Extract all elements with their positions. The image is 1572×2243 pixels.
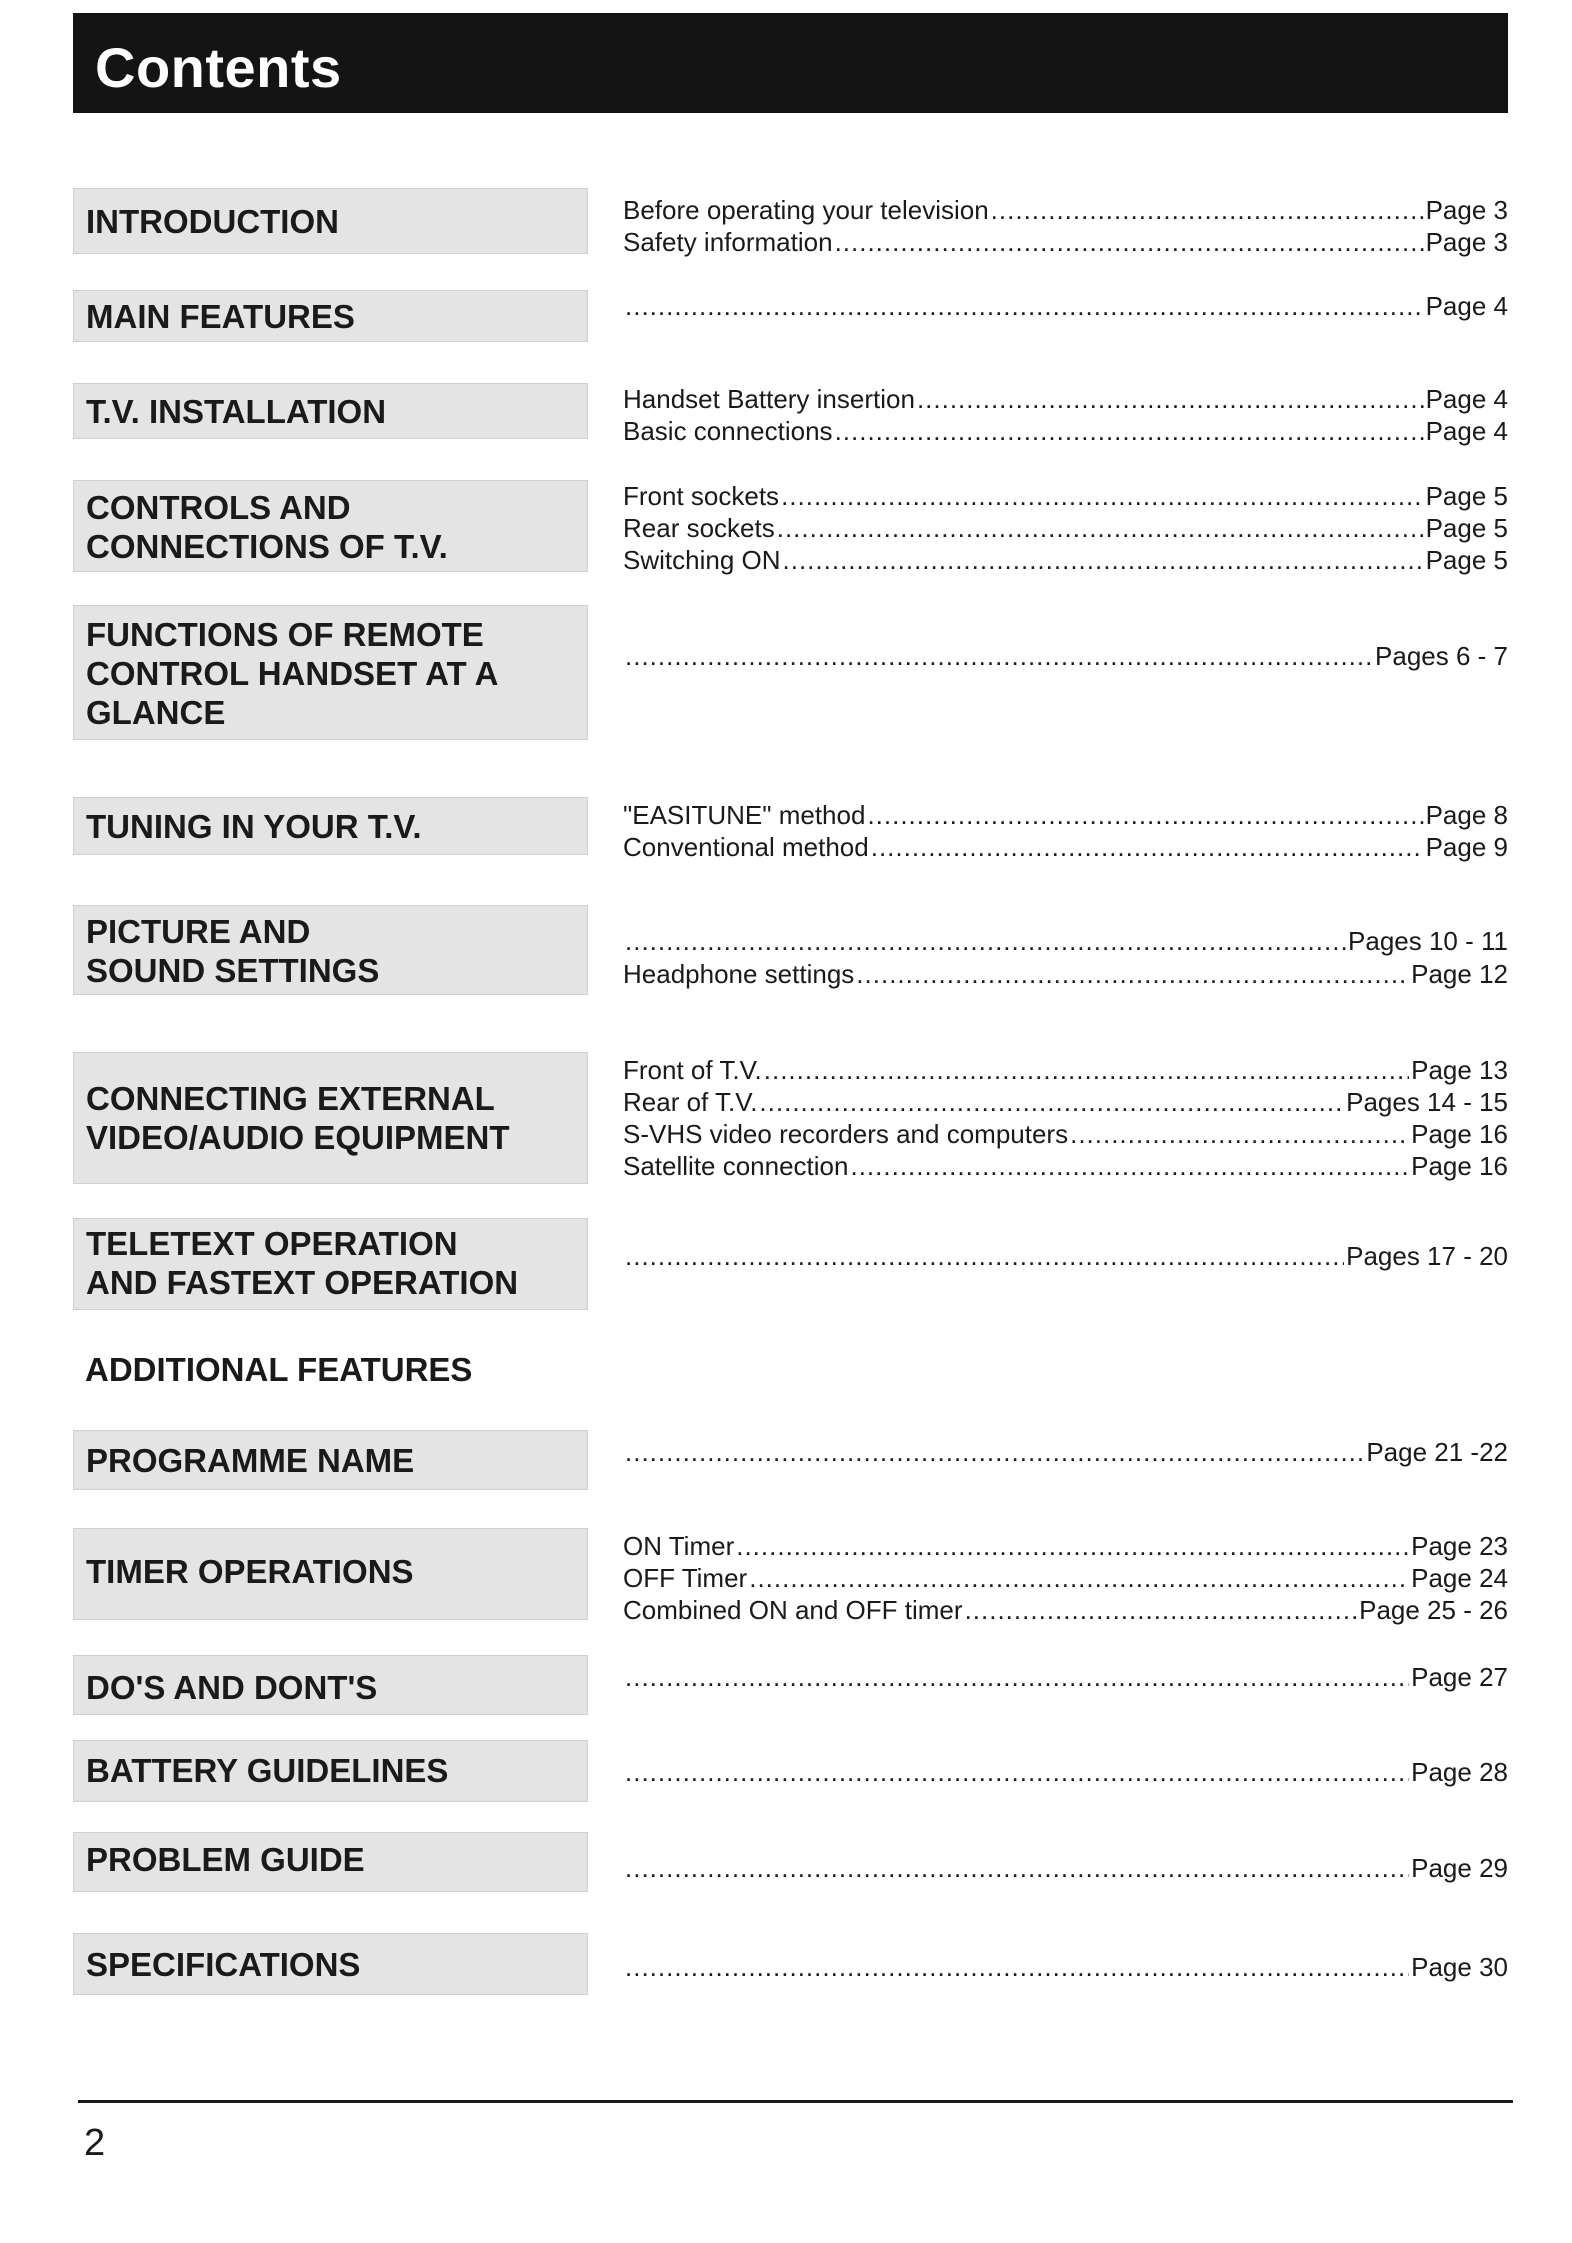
entry-page: Page 29 [1411,1853,1508,1883]
leader-dots [835,415,1424,447]
section-heading-box [73,383,588,439]
entry-label: Basic connections [623,416,833,446]
entry-label: Combined ON and OFF timer [623,1595,963,1625]
section-heading-box [73,1933,588,1995]
entry-label: Rear of T.V. [623,1087,758,1117]
section-title: TELETEXT OPERATION AND FASTEXT OPERATION [86,1225,519,1301]
section-heading-box [73,905,588,995]
toc-entry[interactable] [623,1562,1508,1594]
section-heading-box [73,605,588,740]
entry-label: ON Timer [623,1531,735,1561]
section-title: PICTURE AND SOUND SETTINGS [86,913,380,989]
leader-dots [625,1852,1409,1884]
toc-entry[interactable] [623,415,1508,447]
leader-dots [764,1054,1409,1086]
leader-dots [749,1562,1409,1594]
entry-page: Page 4 [1425,416,1508,446]
toc-entry[interactable] [623,512,1508,544]
section-title: PROGRAMME NAME [86,1442,415,1479]
entry-page: Page 4 [1425,291,1508,321]
section-heading-box [73,290,588,342]
entry-page: Page 16 [1411,1119,1508,1149]
section-title: T.V. INSTALLATION [86,393,387,430]
toc-entry[interactable] [623,226,1508,258]
toc-entry[interactable] [623,1240,1508,1272]
entry-page: Page 25 - 26 [1359,1595,1508,1625]
entry-page: Page 5 [1425,481,1508,511]
entry-page: Page 5 [1425,513,1508,543]
leader-dots [783,544,1424,576]
entry-label: Rear sockets [623,513,775,543]
section-heading-box [73,1346,588,1396]
page-number: 2 [84,2122,106,2164]
entry-label: Conventional method [623,832,869,862]
toc-entry[interactable] [623,480,1508,512]
section-heading-box [73,1740,588,1802]
section-title: PROBLEM GUIDE [86,1841,365,1878]
leader-dots [991,194,1424,226]
entry-label: "EASITUNE" method [623,800,866,830]
toc-entry[interactable] [623,925,1508,957]
toc-entry[interactable] [623,1594,1508,1626]
section-title: MAIN FEATURES [86,298,355,335]
entry-page: Page 13 [1411,1055,1508,1085]
toc-entry[interactable] [623,194,1508,226]
toc-entry[interactable] [623,1086,1508,1118]
section-title: DO'S AND DONT'S [86,1669,378,1706]
leader-dots [965,1594,1358,1626]
toc-entry[interactable] [623,290,1508,322]
section-heading-box [73,1832,588,1892]
toc-entry[interactable] [623,958,1508,990]
toc-entry[interactable] [623,1118,1508,1150]
entry-label: S-VHS video recorders and computers [623,1119,1069,1149]
entry-page: Pages 10 - 11 [1348,926,1508,956]
leader-dots [781,480,1424,512]
page-title: Contents [95,36,342,99]
section-title: CONTROLS AND CONNECTIONS OF T.V. [86,489,448,565]
leader-dots [625,1661,1409,1693]
section-heading-box [73,1430,588,1490]
footer-rule [78,2100,1513,2103]
leader-dots [625,640,1373,672]
entry-label: Headphone settings [623,959,855,989]
leader-dots [759,1086,1344,1118]
leader-dots [917,383,1424,415]
section-heading-box [73,188,588,254]
section-heading-box [73,1218,588,1310]
section-title: SPECIFICATIONS [86,1946,361,1983]
section-title: ADDITIONAL FEATURES [85,1351,473,1388]
toc-entry[interactable] [623,640,1508,672]
section-title: CONNECTING EXTERNAL VIDEO/AUDIO EQUIPMENT [86,1080,510,1156]
section-title: BATTERY GUIDELINES [86,1752,449,1789]
toc-entry[interactable] [623,1661,1508,1693]
entry-label: Handset Battery insertion [623,384,915,414]
leader-dots [625,1240,1344,1272]
toc-entry[interactable] [623,1951,1508,1983]
entry-page: Page 24 [1411,1563,1508,1593]
leader-dots [1070,1118,1409,1150]
entry-label: Front of T.V. [623,1055,762,1085]
contents-header-bar [73,13,1508,113]
entry-page: Page 16 [1411,1151,1508,1181]
entry-page: Page 21 -22 [1366,1437,1508,1467]
entry-page: Page 3 [1425,227,1508,257]
section-heading-box [73,1655,588,1715]
section-title: TUNING IN YOUR T.V. [86,808,422,845]
leader-dots [625,290,1424,322]
section-heading-box [73,1528,588,1620]
toc-entry[interactable] [623,544,1508,576]
entry-page: Page 4 [1425,384,1508,414]
entry-page: Page 3 [1425,195,1508,225]
entry-label: OFF Timer [623,1563,748,1593]
leader-dots [835,226,1424,258]
entry-label: Before operating your television [623,195,989,225]
entry-label: Satellite connection [623,1151,849,1181]
toc-entry[interactable] [623,1436,1508,1468]
section-heading-box [73,1052,588,1184]
entry-label: Front sockets [623,481,780,511]
toc-entry[interactable] [623,1756,1508,1788]
toc-entry[interactable] [623,799,1508,831]
entry-page: Page 9 [1425,832,1508,862]
leader-dots [867,799,1423,831]
entry-page: Page 30 [1411,1952,1508,1982]
entry-page: Page 23 [1411,1531,1508,1561]
section-title: FUNCTIONS OF REMOTE CONTROL HANDSET AT A GLANCE [86,616,499,731]
entry-page: Page 28 [1411,1757,1508,1787]
toc-entry[interactable] [623,1054,1508,1086]
leader-dots [625,1756,1409,1788]
leader-dots [736,1530,1409,1562]
entry-page: Page 27 [1411,1662,1508,1692]
leader-dots [871,831,1424,863]
leader-dots [625,1951,1409,1983]
entry-page: Pages 17 - 20 [1346,1241,1508,1271]
leader-dots [777,512,1424,544]
entry-page: Pages 14 - 15 [1346,1087,1508,1117]
leader-dots [856,958,1409,990]
leader-dots [625,1436,1364,1468]
entry-page: Page 8 [1425,800,1508,830]
section-title: TIMER OPERATIONS [86,1553,414,1590]
leader-dots [850,1150,1409,1182]
section-heading-box [73,797,588,855]
toc-entry[interactable] [623,1150,1508,1182]
section-heading-box [73,480,588,572]
leader-dots [625,925,1346,957]
entry-page: Page 12 [1411,959,1508,989]
toc-entry[interactable] [623,1530,1508,1562]
entry-page: Pages 6 - 7 [1375,641,1508,671]
entry-label: Safety information [623,227,833,257]
entry-label: Switching ON [623,545,781,575]
entry-page: Page 5 [1425,545,1508,575]
toc-entry[interactable] [623,831,1508,863]
toc-entry[interactable] [623,383,1508,415]
section-title: INTRODUCTION [86,203,339,240]
toc-entry[interactable] [623,1852,1508,1884]
